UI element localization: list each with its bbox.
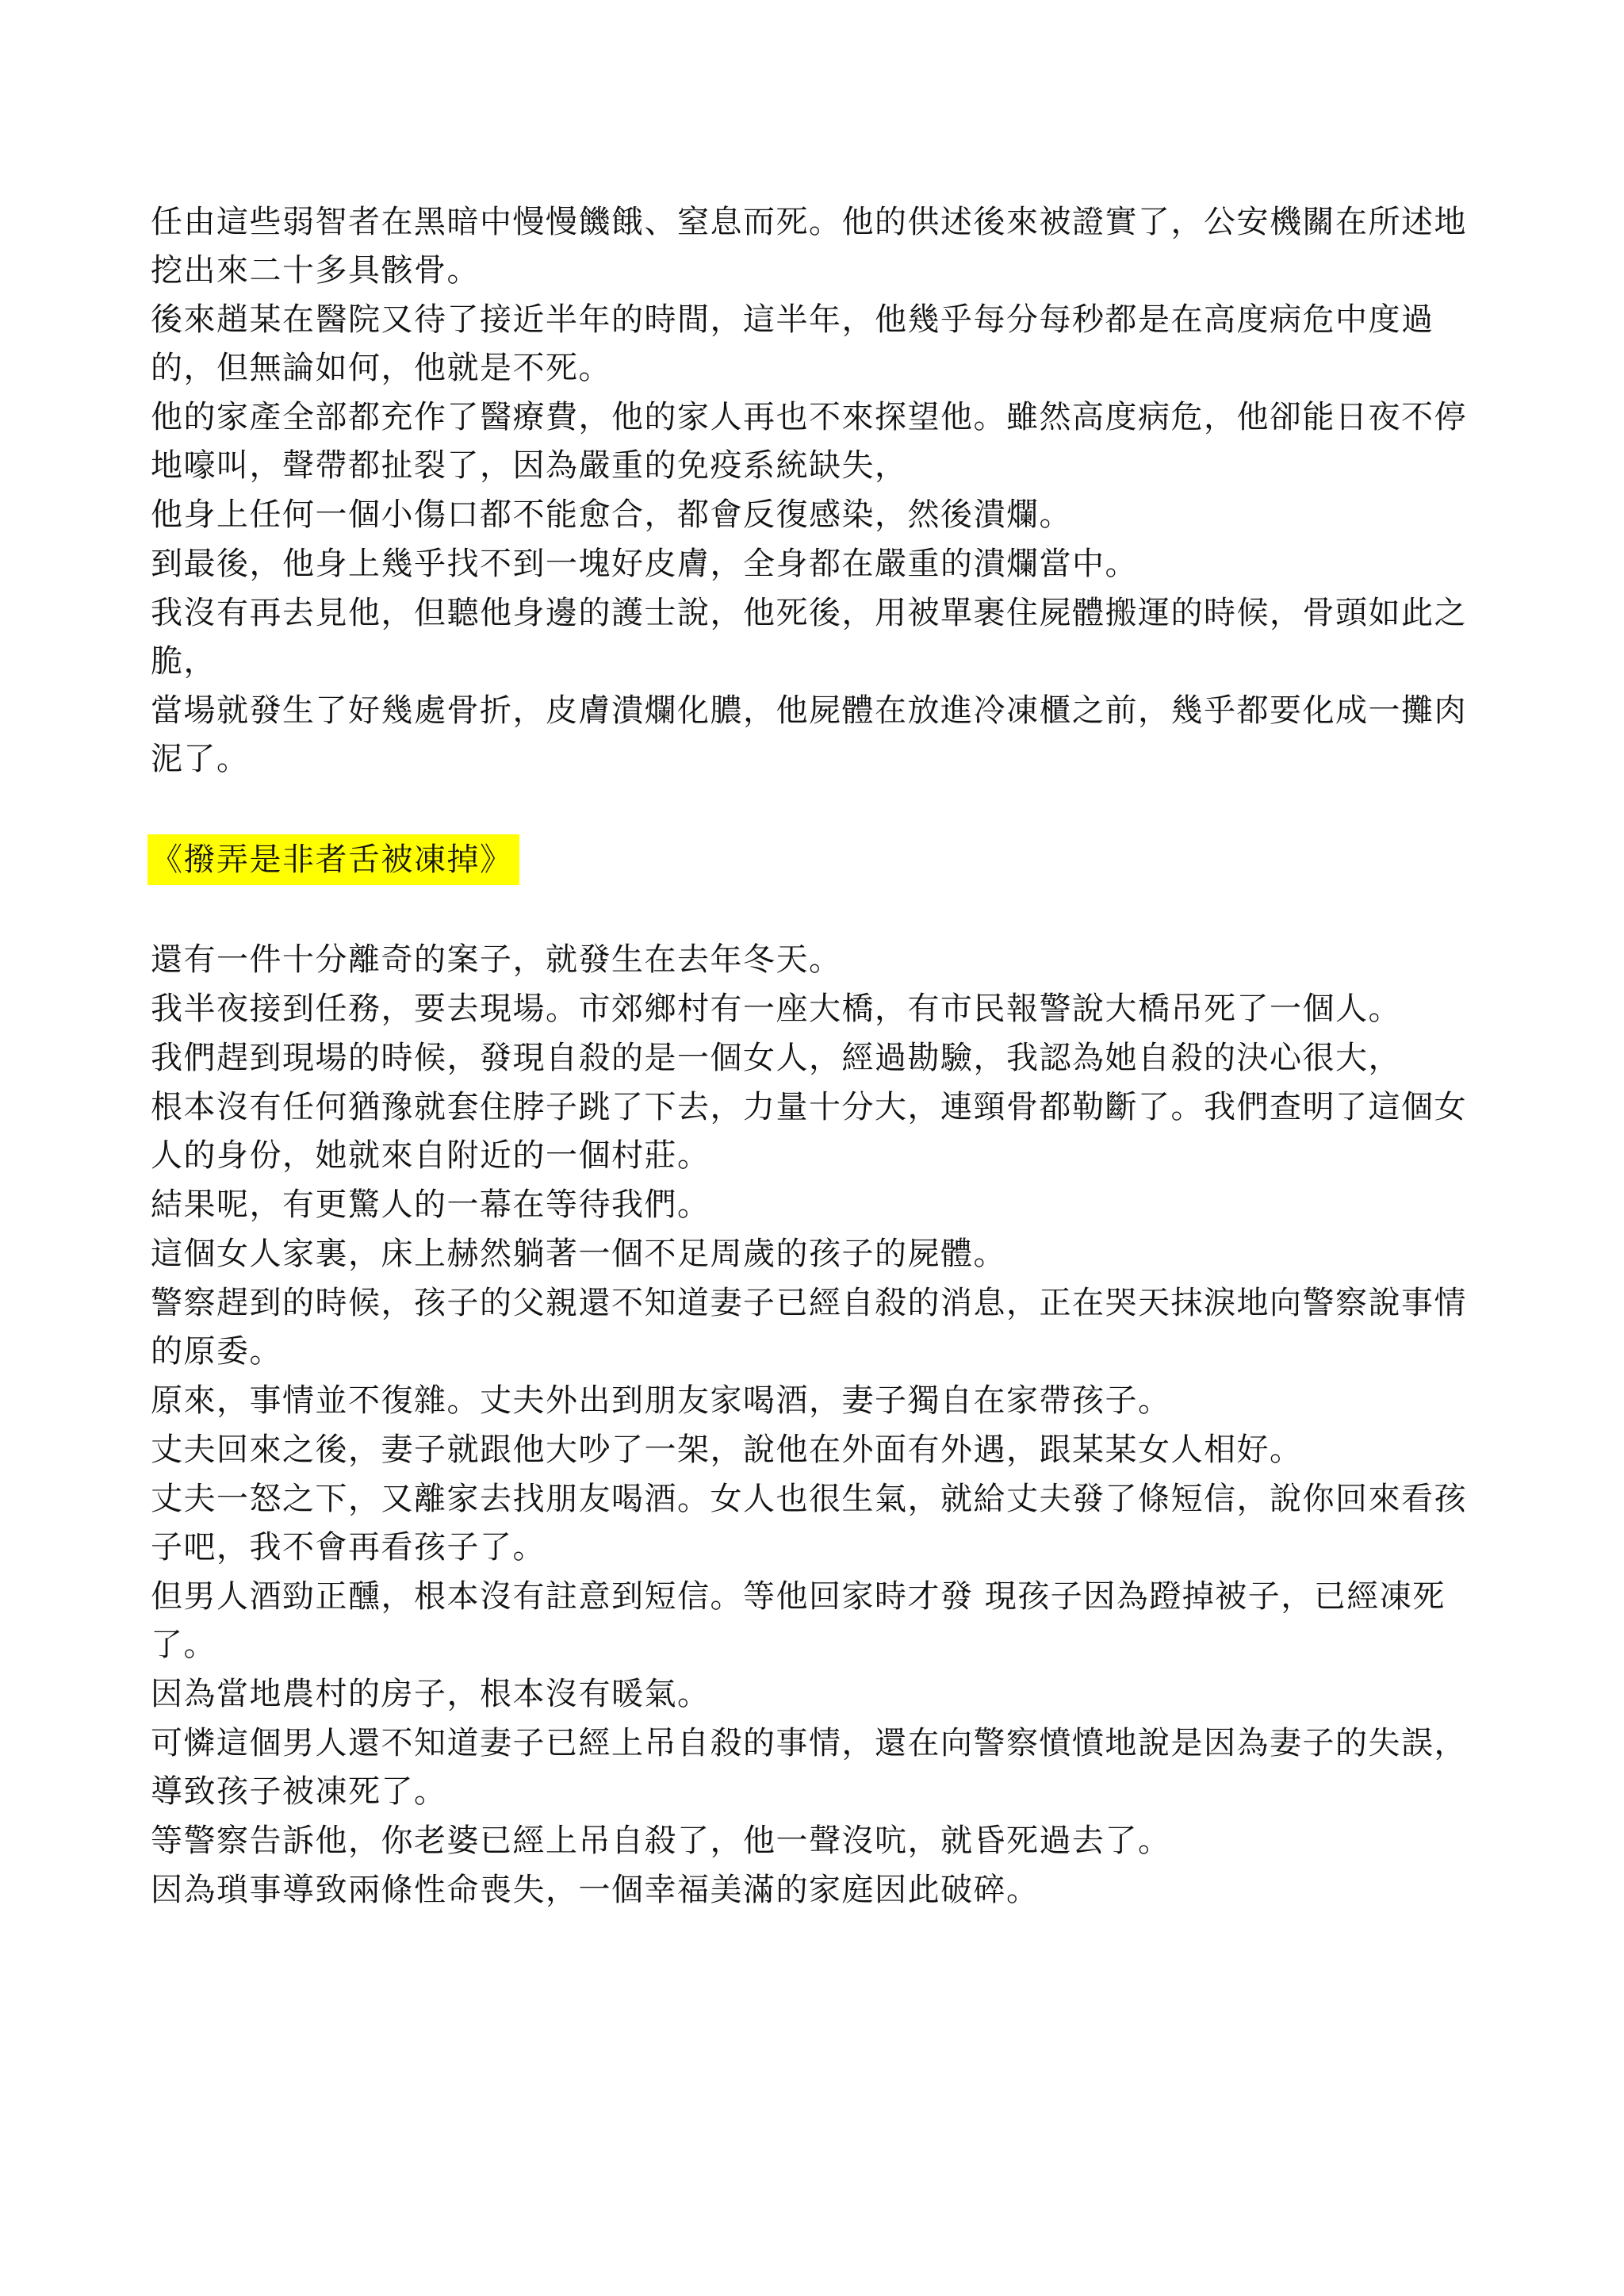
paragraph: 但男人酒勁正醺，根本沒有註意到短信。等他回家時才發 現孩子因為蹬掉被子，已經凍死了。 xyxy=(151,1578,1446,1663)
paragraph: 結果呢，有更驚人的一幕在等待我們。 xyxy=(151,1186,710,1223)
paragraph: 我沒有再去見他，但聽他身邊的護士說，他死後，用被單裹住屍體搬運的時候，骨頭如此之脆， xyxy=(151,595,1467,680)
section-title-highlighted: 《撥弄是非者舌被凍掉》 xyxy=(147,834,519,885)
paragraph: 當場就發生了好幾處骨折，皮膚潰爛化膿，他屍體在放進冷凍櫃之前，幾乎都要化成一攤肉泥了。 xyxy=(151,692,1467,777)
paragraph: 警察趕到的時候，孩子的父親還不知道妻子已經自殺的消息，正在哭天抹淚地向警察說事情的原委。 xyxy=(151,1285,1467,1370)
paragraph: 還有一件十分離奇的案子，就發生在去年冬天。 xyxy=(151,941,842,978)
paragraph: 因為瑣事導致兩條性命喪失，一個幸福美滿的家庭因此破碎。 xyxy=(151,1872,1040,1908)
paragraph: 等警察告訴他，你老婆已經上吊自殺了，他一聲沒吭，就昏死過去了。 xyxy=(151,1823,1171,1859)
section-2-body xyxy=(151,936,1483,1915)
paragraph: 到最後，他身上幾乎找不到一塊好皮膚，全身都在嚴重的潰爛當中。 xyxy=(151,546,1138,582)
paragraph: 我們趕到現場的時候，發現自殺的是一個女人，經過勘驗，我認為她自殺的決心很大， xyxy=(151,1040,1401,1076)
paragraph: 他身上任何一個小傷口都不能愈合，都會反復感染，然後潰爛。 xyxy=(151,496,1072,533)
paragraph: 他的家產全部都充作了醫療費，他的家人再也不來探望他。雖然高度病危，他卻能日夜不停地嚎叫，聲帶都扯裂了，因為嚴重的免疫系統缺失， xyxy=(151,399,1467,484)
paragraph: 丈夫回來之後，妻子就跟他大吵了一架，說他在外面有外遇，跟某某女人相好。 xyxy=(151,1432,1303,1468)
paragraph: 任由這些弱智者在黑暗中慢慢饑餓、窒息而死。他的供述後來被證實了，公安機關在所述地挖出來二十多具骸骨。 xyxy=(151,204,1467,289)
paragraph: 後來趙某在醫院又待了接近半年的時間，這半年，他幾乎每分每秒都是在高度病危中度過的，但無論如何，他就是不死。 xyxy=(151,301,1434,386)
paragraph: 丈夫一怒之下，又離家去找朋友喝酒。女人也很生氣，就給丈夫發了條短信，說你回來看孩子吧，我不會再看孩子了。 xyxy=(151,1481,1467,1566)
paragraph: 可憐這個男人還不知道妻子已經上吊自殺的事情，還在向警察憤憤地說是因為妻子的失誤，導致孩子被凍死了。 xyxy=(151,1725,1467,1810)
paragraph: 根本沒有任何猶豫就套住脖子跳了下去，力量十分大，連頸骨都勒斷了。我們查明了這個女人的身份，她就來自附近的一個村莊。 xyxy=(151,1089,1467,1174)
paragraph: 我半夜接到任務，要去現場。市郊鄉村有一座大橋，有市民報警說大橋吊死了一個人。 xyxy=(151,991,1401,1027)
section-2-heading-wrap xyxy=(147,834,519,885)
paragraph: 因為當地農村的房子，根本沒有暖氣。 xyxy=(151,1676,710,1712)
paragraph: 這個女人家裏，床上赫然躺著一個不足周歲的孩子的屍體。 xyxy=(151,1236,1006,1272)
section-1-body xyxy=(151,198,1483,784)
paragraph: 原來，事情並不復雜。丈夫外出到朋友家喝酒，妻子獨自在家帶孩子。 xyxy=(151,1382,1171,1419)
